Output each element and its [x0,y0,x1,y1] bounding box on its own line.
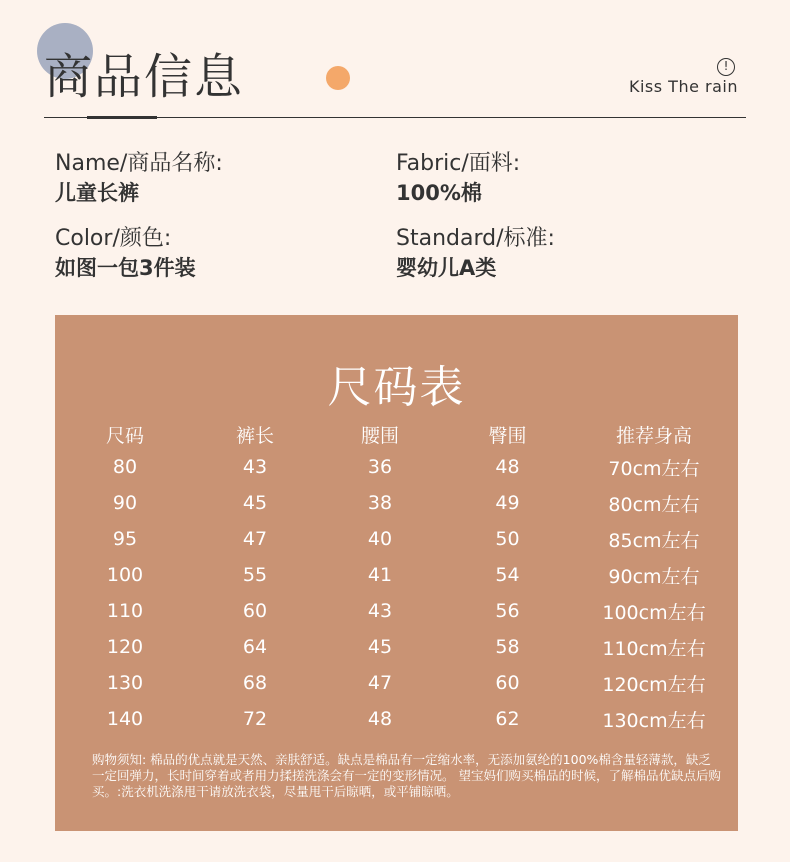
decorative-dot [326,66,350,90]
spec-color-label: Color/颜色: [55,226,172,251]
size-table [75,419,718,737]
table-cell: 85cm左右 [608,529,700,552]
table-cell: 48 [495,456,520,478]
spec-fabric-value: 100%棉 [396,181,482,205]
table-cell: 48 [367,708,393,730]
column-header: 尺码 [105,424,144,447]
table-cell: 72 [242,708,268,730]
spec-standard [396,225,555,283]
spec-color-value: 如图一包3件装 [55,256,196,280]
spec-fabric [396,150,520,208]
table-cell: 95 [112,528,138,550]
column-header: 推荐身高 [615,424,692,447]
size-table-header [75,419,718,449]
table-row [75,557,718,593]
table-row [75,593,718,629]
table-cell: 90cm左右 [608,565,700,588]
spec-name-label: Name/商品名称: [55,151,223,176]
table-cell: 130 [106,672,144,694]
table-row [75,521,718,557]
table-cell: 110cm左右 [602,637,706,660]
table-cell: 90 [112,492,138,514]
spec-standard-value: 婴幼儿A类 [396,256,497,280]
column-header: 臀围 [488,424,527,447]
table-cell: 80cm左右 [608,493,700,516]
table-cell: 120 [106,636,144,658]
table-cell: 130cm左右 [602,709,706,732]
column-header: 腰围 [360,424,399,447]
table-cell: 36 [367,456,393,478]
table-cell: 68 [242,672,268,694]
table-cell: 120cm左右 [602,673,706,696]
table-cell: 41 [367,564,393,586]
table-cell: 64 [242,636,268,658]
header-divider-accent [87,116,157,119]
table-cell: 58 [495,636,520,658]
table-cell: 47 [242,528,268,550]
table-cell: 40 [367,528,393,550]
table-cell: 54 [495,564,520,586]
table-cell: 50 [495,528,520,550]
brand-name: Kiss The rain [628,77,738,96]
table-cell: 70cm左右 [608,457,700,480]
column-header: 裤长 [235,424,274,447]
table-cell: 100 [106,564,144,586]
size-chart-title: 尺码表 [327,362,466,413]
table-cell: 60 [495,672,520,694]
size-table-body [75,449,718,737]
table-cell: 56 [495,600,520,622]
table-cell: 100cm左右 [602,601,706,624]
table-cell: 47 [367,672,393,694]
page-title: 商品信息 [44,49,245,105]
table-cell: 45 [367,636,393,658]
spec-standard-label: Standard/标准: [396,226,555,251]
spec-name-value: 儿童长裤 [55,181,139,205]
info-icon: ! [717,58,735,76]
table-row [75,449,718,485]
table-cell: 38 [367,492,393,514]
table-row [75,701,718,737]
table-cell: 60 [242,600,268,622]
table-row [75,485,718,521]
table-cell: 110 [106,600,144,622]
table-cell: 45 [242,492,268,514]
table-cell: 140 [106,708,144,730]
spec-fabric-label: Fabric/面料: [396,151,521,176]
table-cell: 62 [495,708,520,730]
spec-color [55,225,196,283]
shopping-notice: 购物须知: 棉品的优点就是天然、亲肤舒适。缺点是棉品有一定缩水率，无添加氨纶的100%棉含量轻薄款，缺乏一定回弹力，长时间穿着或者用力揉搓洗涤会有一定的变形情况。 望宝妈们购买棉品的时候，了解棉品优缺点后购买。:洗衣机洗涤甩干请放洗衣袋，尽量甩干后晾晒，或平铺晾晒。 [92,752,721,799]
table-cell: 43 [367,600,393,622]
spec-name [55,150,223,208]
table-row [75,665,718,701]
table-cell: 43 [242,456,268,478]
size-chart-panel [55,315,738,831]
table-row [75,629,718,665]
table-cell: 49 [495,492,520,514]
table-cell: 80 [112,456,138,478]
table-cell: 55 [242,564,268,586]
